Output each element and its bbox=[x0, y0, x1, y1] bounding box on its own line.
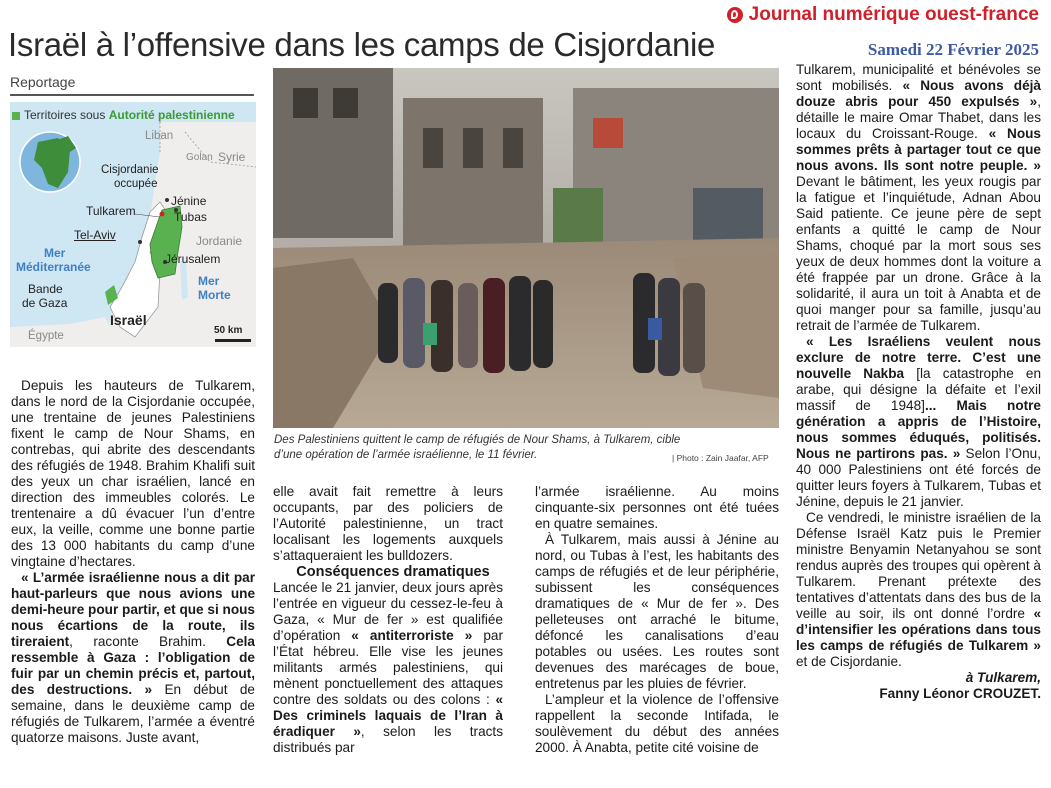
article-column-1 bbox=[11, 378, 255, 746]
ouest-france-logo-icon bbox=[727, 7, 743, 23]
label-de-gaza: de Gaza bbox=[22, 296, 68, 310]
paragraph: l’armée israélienne. Au moins cinquante-six personnes ont été tuées en quatre semaines. bbox=[535, 484, 779, 531]
photo-illustration bbox=[273, 68, 779, 428]
label-mer: Mer bbox=[44, 246, 66, 260]
label-mer-morte-1: Mer bbox=[198, 274, 220, 288]
paragraph: « L’armée israélienne nous a dit par haut-parleurs que nous avions une demi-heure pour partir, et que si nous nous écartions de la route, ils tireraient, raconte Brahim. Cela ressemble à Gaza : l’obligation de fuir par un chemin précis et, partout, des destructions. » En début de semaine, dans le deuxième camp de réfugiés de Tulkarem, l’armée a éventré quatorze maisons. Juste avant, bbox=[11, 570, 255, 745]
label-jerusalem: Jérusalem bbox=[165, 252, 221, 266]
brand-name: Journal numérique ouest-france bbox=[748, 4, 1039, 25]
label-telaviv: Tel-Aviv bbox=[74, 228, 116, 242]
paragraph: Ce vendredi, le ministre israélien de la Défense Israël Katz puis le Premier ministre Benyamin Netanyahou se sont rendus auprès des troupes qui opèrent à Tulkarem. Prenant prétexte des tentatives d’attentats dans des bus de la veille au soir, ils ont donné l’ordre « d’intensifier les opérations dans tous les camps de réfugiés de Tulkarem » et de Cisjordanie. bbox=[796, 510, 1041, 669]
news-photo bbox=[273, 68, 779, 428]
subheading: Conséquences dramatiques bbox=[296, 564, 490, 580]
publication-date: Samedi 22 Février 2025 bbox=[867, 40, 1039, 59]
label-syrie: Syrie bbox=[218, 150, 246, 164]
region-map bbox=[10, 102, 256, 347]
label-jenine: Jénine bbox=[171, 194, 207, 208]
headline: Israël à l’offensive dans les camps de Cisjordanie bbox=[8, 26, 716, 63]
label-tubas: Tubas bbox=[174, 210, 207, 224]
label-egypte: Égypte bbox=[28, 330, 64, 342]
paragraph: À Tulkarem, mais aussi à Jénine au nord, ou Tubas à l’est, les habitants des camps de réfugiés et de leur périphérie, subissent les conséquences dramatiques de « Mur de fer ». Des pelleteuses ont arraché le bitume, défoncé les canalisations d’eau potables ou usées. Les routes sont devenues des marécages de boue, entretenus par les pluies de février. bbox=[535, 532, 779, 691]
scale-bar bbox=[215, 339, 251, 342]
label-occupee: occupée bbox=[114, 178, 158, 190]
section-label: Reportage bbox=[10, 74, 76, 90]
paragraph: elle avait fait remettre à leurs occupants, par des policiers de l’Autorité palestinienne, un tract localisant les logements auxquels s’attaqueraient les bulldozers. bbox=[273, 484, 503, 563]
paragraph: Depuis les hauteurs de Tulkarem, dans le nord de la Cisjordanie occupée, une trentaine de jeunes Palestiniens fixent le camp de Nour Shams, en contrebas, qui abrite des descendants des réfugiés de 1948. Brahim Khalifi suit des yeux un char israélien, lancé en direction des immeubles colorés. Le trentenaire a dû évacuer l’un d’entre eux, la veille, comme une bonne partie des 13 000 habitants du camp d’une vingtaine d’hectares. bbox=[11, 378, 255, 569]
photo-caption: Des Palestiniens quittent le camp de réfugiés de Nour Shams, à Tulkarem, cible d’une opération de l’armée israélienne, le 11 février. bbox=[274, 434, 681, 461]
label-liban: Liban bbox=[145, 130, 174, 142]
paragraph: « Les Israéliens veulent nous exclure de notre terre. C’est une nouvelle Nakba [la catastrophe en arabe, qui désigne la défaite et l’exil massif de 1948]... Mais notre génération a appris de l’Histoire, nous sommes éduqués, politisés. Nous ne partirons pas. » Selon l’Onu, 40 000 Palestiniens ont été forcés de quitter leurs foyers à Tulkarem, Tubas et Jénine, depuis le 21 janvier. bbox=[796, 334, 1042, 509]
map-legend: Territoires sous Autorité palestinienne bbox=[24, 108, 235, 122]
paragraph: Tulkarem, municipalité et bénévoles se sont mobilisés. « Nous avons déjà douze abris pour 450 expulsés », détaille le maire Omar Thabet, dans les locaux du Croissant-Rouge. « Nous sommes prêts à partager tout ce que nous avons. Ils sont notre peuple. » Devant le bâtiment, les yeux rougis par la fatigue et l’inquiétude, Adnan Abou Said patiente. Ce jeune père de sept enfants a quitté le camp de Nour Shams, choqué par la mort sous ses yeux de deux hommes dont la voiture a été frappée par un drone. Grâce à la solidarité, il aura un toit à Anabta et de quoi manger pour sa famille, jusqu’au retrait de l’armée de Tulkarem. bbox=[796, 62, 1041, 333]
label-mediterranee: Méditerranée bbox=[16, 260, 91, 274]
byline-author: Fanny Léonor CROUZET. bbox=[879, 686, 1041, 701]
tulkarem-marker bbox=[160, 212, 165, 217]
byline-place: à Tulkarem, bbox=[965, 670, 1041, 685]
paragraph: L’ampleur et la violence de l’offensive rappellent la seconde Intifada, le soulèvement du début des années 2000. À Anabta, petite cité voisine de bbox=[535, 692, 779, 755]
section-rule bbox=[10, 94, 254, 96]
article-column-2 bbox=[273, 484, 503, 756]
label-cisjordanie: Cisjordanie bbox=[101, 164, 159, 176]
building-center bbox=[403, 98, 543, 248]
telaviv-marker bbox=[138, 240, 142, 244]
jenine-marker bbox=[165, 198, 169, 202]
label-bande: Bande bbox=[28, 282, 63, 296]
label-golan: Golan bbox=[186, 152, 213, 163]
photo-credit: | Photo : Zain Jaafar, AFP bbox=[672, 453, 769, 463]
paragraph: Lancée le 21 janvier, deux jours après l’entrée en vigueur du cessez-le-feu à Gaza, « Mur de fer » est qualifiée d’opération « antiterroriste » par l’État hébreu. Elle vise les jeunes militants armés palestiniens, qui mènent ponctuellement des attaques contre des soldats ou des colons : « Des criminels laquais de l’Iran à éradiquer », selon les tracts distribués par bbox=[273, 580, 504, 755]
map-graphic bbox=[10, 102, 256, 347]
label-mer-morte-2: Morte bbox=[198, 288, 231, 302]
brand-header bbox=[727, 4, 1039, 26]
label-tulkarem: Tulkarem bbox=[86, 204, 136, 218]
article-column-3 bbox=[535, 484, 779, 756]
legend-swatch bbox=[12, 112, 20, 120]
label-scale: 50 km bbox=[214, 325, 243, 336]
tree bbox=[553, 188, 603, 248]
label-jordanie: Jordanie bbox=[196, 234, 243, 248]
article-column-4 bbox=[796, 62, 1041, 702]
land-egypt bbox=[10, 317, 120, 347]
label-israel: Israël bbox=[110, 312, 147, 328]
